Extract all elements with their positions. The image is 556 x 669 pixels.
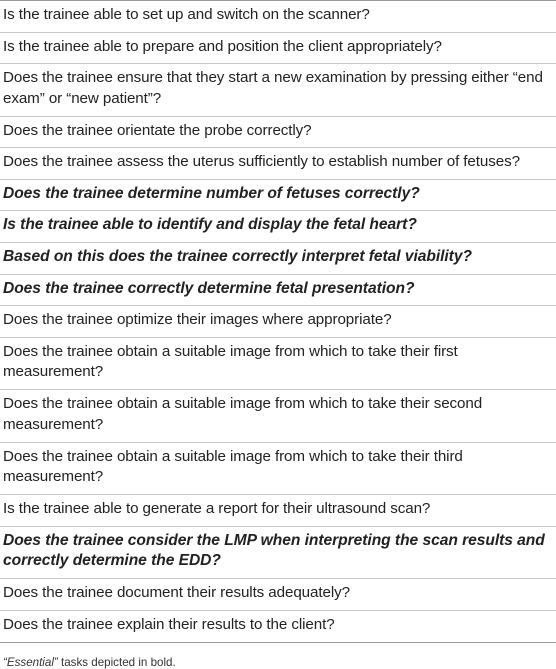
task-row: Is the trainee able to prepare and position the client appropriately? <box>0 33 556 65</box>
task-row: Does the trainee explain their results to the client? <box>0 611 556 643</box>
task-row: Does the trainee ensure that they start a new examination by pressing either “end exam” or “new patient”? <box>0 64 556 117</box>
essential-task-row: Is the trainee able to identify and display the fetal heart? <box>0 211 556 243</box>
task-row: Does the trainee assess the uterus sufficiently to establish number of fetuses? <box>0 148 556 180</box>
task-row: Does the trainee obtain a suitable image from which to take their first measurement? <box>0 338 556 391</box>
task-row: Does the trainee obtain a suitable image from which to take their third measurement? <box>0 443 556 496</box>
task-row: Does the trainee optimize their images where appropriate? <box>0 306 556 338</box>
task-row: Does the trainee obtain a suitable image from which to take their second measurement? <box>0 390 556 443</box>
table-footnote <box>0 643 556 669</box>
task-row: Does the trainee document their results adequately? <box>0 579 556 611</box>
essential-task-row: Does the trainee determine number of fetuses correctly? <box>0 180 556 212</box>
footnote-text: tasks depicted in bold. <box>57 655 176 669</box>
essential-task-row: Does the trainee correctly determine fetal presentation? <box>0 275 556 307</box>
task-row: Does the trainee orientate the probe correctly? <box>0 117 556 149</box>
task-row: Is the trainee able to set up and switch on the scanner? <box>0 1 556 33</box>
footnote-essential-label: “Essential” <box>3 655 58 669</box>
essential-task-row: Based on this does the trainee correctly interpret fetal viability? <box>0 243 556 275</box>
task-rows <box>0 1 556 643</box>
essential-task-row: Does the trainee consider the LMP when interpreting the scan results and correctly determine the EDD? <box>0 527 556 580</box>
task-row: Is the trainee able to generate a report for their ultrasound scan? <box>0 495 556 527</box>
